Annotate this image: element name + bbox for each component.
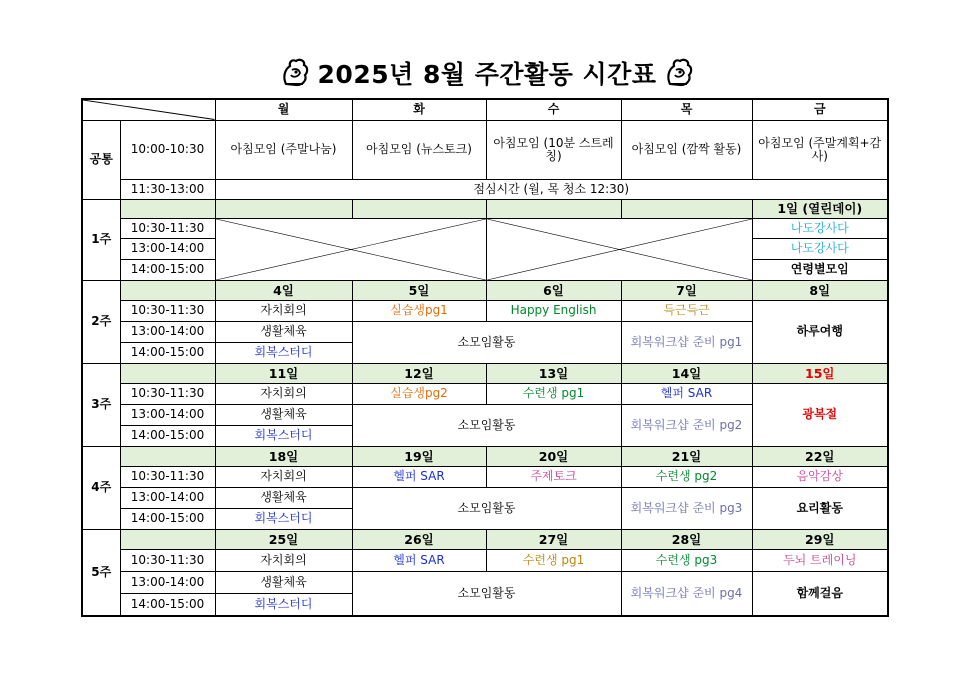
date-cell: 29일 xyxy=(752,529,888,549)
header-thu: 목 xyxy=(621,99,752,120)
date-blank xyxy=(352,199,486,218)
time-cell: 10:00-10:30 xyxy=(120,120,215,179)
morning-tue: 아침모임 (뉴스토크) xyxy=(352,120,486,179)
time-cell: 13:00-14:00 xyxy=(120,404,215,425)
activity-cell: 헬퍼 SAR xyxy=(352,466,486,487)
activity-cell: 자치회의 xyxy=(215,549,352,571)
activity-cell: 회복워크샵 준비 pg2 xyxy=(621,404,752,446)
time-cell: 10:30-11:30 xyxy=(120,466,215,487)
empty-cross-cell xyxy=(215,218,486,280)
week-label-2: 2주 xyxy=(82,280,120,363)
week-label-5: 5주 xyxy=(82,529,120,616)
week-label-common: 공통 xyxy=(82,120,120,199)
date-blank xyxy=(120,529,215,549)
activity-cell: 소모임활동 xyxy=(352,571,621,616)
morning-fri: 아침모임 (주말계획+감사) xyxy=(752,120,888,179)
week-label-1: 1주 xyxy=(82,199,120,280)
activity-cell: 자치회의 xyxy=(215,300,352,321)
time-cell: 13:00-14:00 xyxy=(120,238,215,259)
date-cell: 27일 xyxy=(486,529,621,549)
activity-cell: 회복워크샵 준비 pg4 xyxy=(621,571,752,616)
activity-cell: 두뇌 트레이닝 xyxy=(752,549,888,571)
activity-cell: 주제토크 xyxy=(486,466,621,487)
time-cell: 13:00-14:00 xyxy=(120,321,215,342)
date-blank xyxy=(120,446,215,466)
activity-cell: 생활체육 xyxy=(215,487,352,508)
holiday-cell: 광복절 xyxy=(752,383,888,446)
time-cell: 10:30-11:30 xyxy=(120,383,215,404)
activity-cell: 득근득근 xyxy=(621,300,752,321)
date-cell: 4일 xyxy=(215,280,352,300)
date-cell: 8일 xyxy=(752,280,888,300)
rooster-left-icon xyxy=(278,56,312,90)
date-blank xyxy=(120,199,215,218)
activity-cell: 연령별모임 xyxy=(752,259,888,280)
activity-cell: 회복스터디 xyxy=(215,593,352,616)
activity-cell: 회복스터디 xyxy=(215,342,352,363)
activity-cell: 실습생pg1 xyxy=(352,300,486,321)
activity-cell: 헬퍼 SAR xyxy=(352,549,486,571)
date-blank xyxy=(486,199,621,218)
activity-cell: 생활체육 xyxy=(215,404,352,425)
date-cell: 26일 xyxy=(352,529,486,549)
date-cell: 6일 xyxy=(486,280,621,300)
corner-cell xyxy=(82,99,215,120)
date-cell: 12일 xyxy=(352,363,486,383)
activity-cell: 하루여행 xyxy=(752,300,888,363)
time-cell: 14:00-15:00 xyxy=(120,593,215,616)
activity-cell: 회복워크샵 준비 pg1 xyxy=(621,321,752,363)
week-label-4: 4주 xyxy=(82,446,120,529)
date-cell: 11일 xyxy=(215,363,352,383)
date-cell: 5일 xyxy=(352,280,486,300)
date-cell: 20일 xyxy=(486,446,621,466)
lunch-cell: 점심시간 (월, 목 청소 12:30) xyxy=(215,179,888,199)
activity-cell: 자치회의 xyxy=(215,466,352,487)
activity-cell: Happy English xyxy=(486,300,621,321)
time-cell: 11:30-13:00 xyxy=(120,179,215,199)
week-label-3: 3주 xyxy=(82,363,120,446)
header-row xyxy=(82,99,888,120)
date-cell: 7일 xyxy=(621,280,752,300)
header-tue: 화 xyxy=(352,99,486,120)
time-cell: 14:00-15:00 xyxy=(120,425,215,446)
activity-cell: 자치회의 xyxy=(215,383,352,404)
header-mon: 월 xyxy=(215,99,352,120)
date-cell: 13일 xyxy=(486,363,621,383)
header-fri: 금 xyxy=(752,99,888,120)
activity-cell: 소모임활동 xyxy=(352,404,621,446)
date-blank xyxy=(215,199,352,218)
activity-cell: 회복스터디 xyxy=(215,508,352,529)
activity-cell: 나도강사다 xyxy=(752,238,888,259)
empty-cross-cell xyxy=(486,218,752,280)
date-blank xyxy=(621,199,752,218)
activity-cell: 수련생 pg1 xyxy=(486,549,621,571)
date-cell: 25일 xyxy=(215,529,352,549)
date-blank xyxy=(120,280,215,300)
activity-cell: 나도강사다 xyxy=(752,218,888,238)
header-wed: 수 xyxy=(486,99,621,120)
activity-cell: 수련생 pg1 xyxy=(486,383,621,404)
date-cell: 28일 xyxy=(621,529,752,549)
activity-cell: 헬퍼 SAR xyxy=(621,383,752,404)
date-cell: 19일 xyxy=(352,446,486,466)
morning-thu: 아침모임 (깜짝 활동) xyxy=(621,120,752,179)
schedule-table xyxy=(81,98,889,617)
activity-cell: 소모임활동 xyxy=(352,487,621,529)
activity-cell: 수련생 pg3 xyxy=(621,549,752,571)
morning-mon: 아침모임 (주말나눔) xyxy=(215,120,352,179)
title-row xyxy=(0,50,974,96)
activity-cell: 소모임활동 xyxy=(352,321,621,363)
date-cell: 22일 xyxy=(752,446,888,466)
time-cell: 13:00-14:00 xyxy=(120,487,215,508)
time-cell: 14:00-15:00 xyxy=(120,259,215,280)
activity-cell: 음악감상 xyxy=(752,466,888,487)
date-blank xyxy=(120,363,215,383)
date-cell: 14일 xyxy=(621,363,752,383)
activity-cell: 수련생 pg2 xyxy=(621,466,752,487)
activity-cell: 생활체육 xyxy=(215,321,352,342)
activity-cell: 실습생pg2 xyxy=(352,383,486,404)
time-cell: 10:30-11:30 xyxy=(120,300,215,321)
activity-cell: 회복워크샵 준비 pg3 xyxy=(621,487,752,529)
date-cell: 18일 xyxy=(215,446,352,466)
activity-cell: 회복스터디 xyxy=(215,425,352,446)
activity-cell: 요리활동 xyxy=(752,487,888,529)
time-cell: 14:00-15:00 xyxy=(120,342,215,363)
time-cell: 10:30-11:30 xyxy=(120,549,215,571)
rooster-right-icon xyxy=(662,56,696,90)
activity-cell: 생활체육 xyxy=(215,571,352,593)
date-cell-holiday: 15일 xyxy=(752,363,888,383)
date-cell: 1일 (열린데이) xyxy=(752,199,888,218)
activity-cell: 함께걸음 xyxy=(752,571,888,616)
time-cell: 14:00-15:00 xyxy=(120,508,215,529)
morning-wed: 아침모임 (10분 스트레칭) xyxy=(486,120,621,179)
time-cell: 13:00-14:00 xyxy=(120,571,215,593)
date-cell: 21일 xyxy=(621,446,752,466)
time-cell: 10:30-11:30 xyxy=(120,218,215,238)
page-title: 2025년 8월 주간활동 시간표 xyxy=(317,60,657,89)
